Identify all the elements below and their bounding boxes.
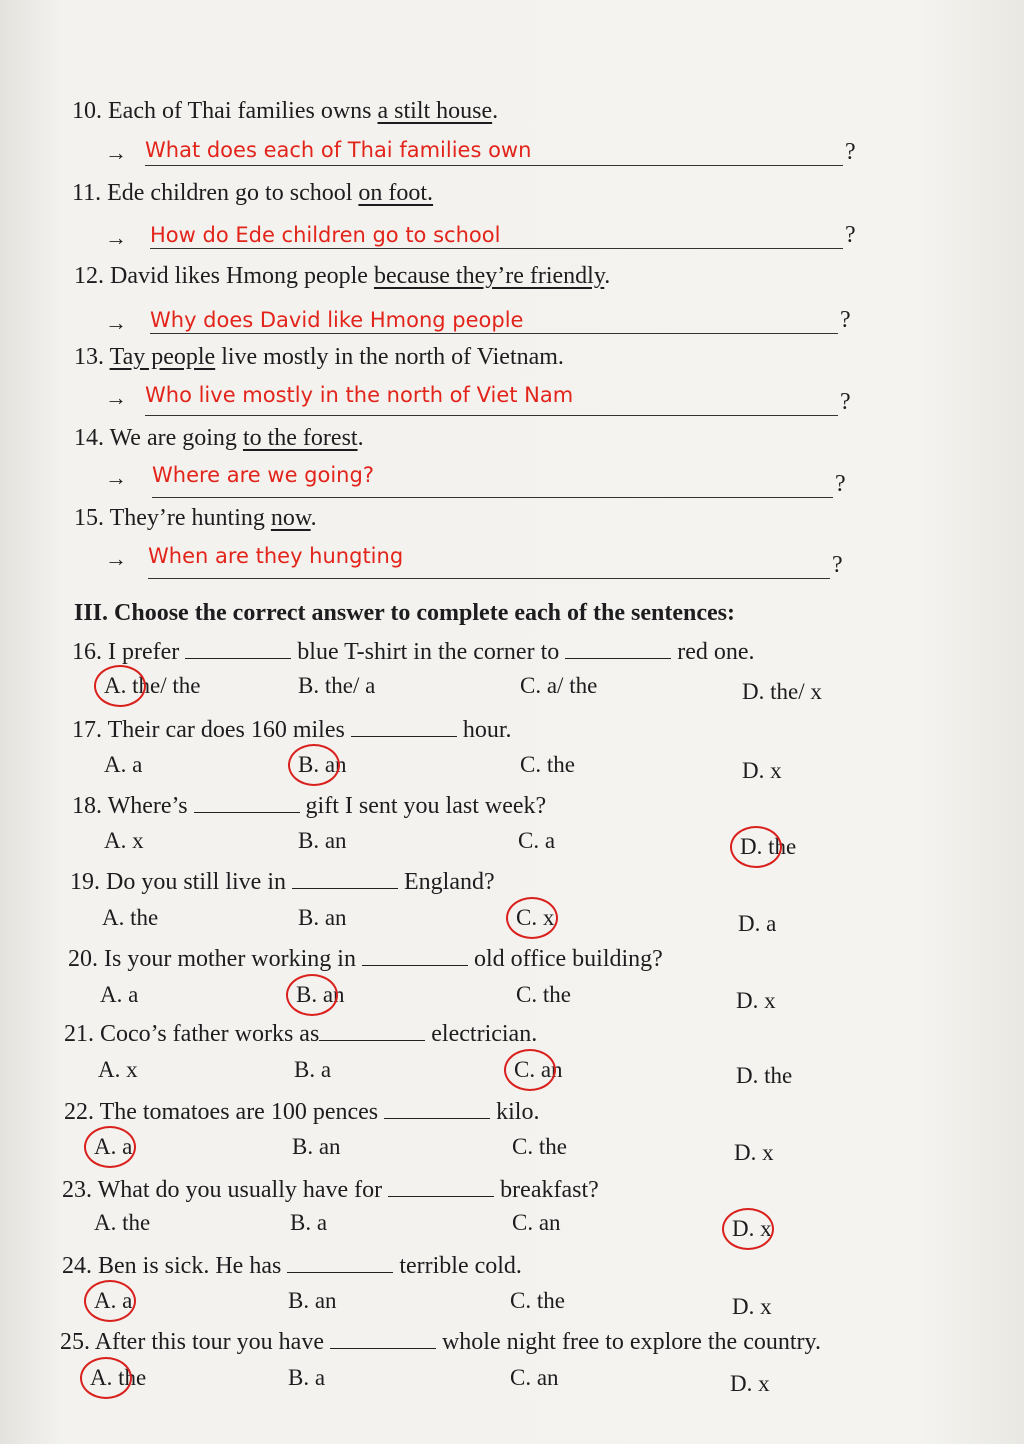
option-d[interactable]: D. x (732, 1294, 772, 1319)
question-text: kilo. (490, 1099, 540, 1125)
handwritten-answer: When are they hungting (148, 544, 404, 568)
option-c[interactable]: C. the (516, 982, 571, 1007)
answer-circle-mark (84, 1280, 136, 1322)
underlined-phrase: because they’re friendly (373, 263, 605, 289)
option-b[interactable]: B. an (292, 1134, 341, 1159)
question-text: The tomatoes are 100 pences (99, 1099, 385, 1125)
mcq-question-24 (62, 1250, 522, 1280)
answer-line (145, 415, 838, 416)
question-number: 23. (62, 1177, 92, 1203)
arrow-icon: → (105, 465, 127, 490)
question-mark: ? (832, 552, 843, 578)
question-number: 15. (74, 505, 104, 531)
handwritten-answer: Who live mostly in the north of Viet Nam (145, 383, 574, 407)
option-c[interactable]: C. an (512, 1210, 561, 1235)
question-mark: ? (840, 389, 851, 415)
answer-line (150, 248, 843, 249)
option-a[interactable]: A. a (94, 1288, 133, 1313)
question-mark: ? (840, 307, 851, 333)
answer-blank[interactable] (330, 1326, 436, 1349)
answer-line (145, 165, 843, 166)
mcq-question-21 (64, 1018, 537, 1048)
answer-line (152, 497, 833, 498)
option-a[interactable]: A. the (90, 1365, 147, 1390)
mcq-question-20 (68, 943, 663, 973)
question-number: 10. (72, 98, 102, 124)
answer-blank[interactable] (287, 1250, 393, 1273)
option-d[interactable]: D. a (738, 911, 777, 936)
question-text: What do you usually have for (97, 1177, 389, 1203)
arrow-icon: → (105, 310, 127, 335)
option-c[interactable]: C. the (512, 1134, 567, 1159)
question-text-end: . (492, 98, 499, 124)
question-text: Is your mother working in (104, 946, 362, 972)
mcq-question-18 (72, 790, 546, 820)
question-number: 18. (72, 793, 102, 819)
question-text: terrible cold. (393, 1253, 522, 1279)
option-a[interactable]: A. a (104, 752, 143, 777)
option-b[interactable]: B. an (298, 752, 347, 777)
question-text: They’re hunting (109, 505, 271, 531)
answer-circle-mark (730, 826, 782, 868)
underlined-phrase: Tay people (109, 344, 216, 370)
question-number: 16. (72, 639, 102, 665)
question-12 (74, 263, 610, 290)
question-text: breakfast? (494, 1177, 599, 1203)
option-b[interactable]: B. a (294, 1057, 332, 1082)
question-14 (74, 425, 364, 452)
option-b[interactable]: B. an (298, 905, 347, 930)
answer-circle-mark (80, 1357, 132, 1399)
question-number: 13. (74, 344, 104, 370)
answer-blank[interactable] (362, 943, 468, 966)
answer-blank[interactable] (565, 636, 671, 659)
answer-blank[interactable] (292, 866, 398, 889)
bleed-through-texture (600, 80, 1000, 1380)
answer-blank[interactable] (384, 1096, 490, 1119)
question-text: hour. (456, 717, 512, 743)
answer-blank[interactable] (185, 636, 291, 659)
arrow-icon: → (105, 385, 127, 410)
underlined-phrase: to the forest (242, 425, 358, 451)
question-number: 24. (62, 1253, 92, 1279)
question-text: gift I sent you last week? (299, 793, 547, 819)
option-a[interactable]: A. the (102, 905, 159, 930)
option-c[interactable]: C. an (514, 1057, 563, 1082)
arrow-icon: → (105, 140, 127, 165)
question-number: 11. (72, 180, 102, 206)
question-text: Each of Thai families owns (108, 98, 378, 124)
question-text: old office building? (467, 946, 663, 972)
question-text: David likes Hmong people (110, 263, 374, 289)
question-text: Ben is sick. He has (98, 1253, 288, 1279)
mcq-question-19 (70, 866, 495, 896)
question-text: Do you still live in (106, 869, 292, 895)
option-c[interactable]: C. the (520, 752, 575, 777)
question-text: After this tour you have (94, 1329, 330, 1355)
question-mark: ? (835, 471, 846, 497)
option-c[interactable]: C. a/ the (520, 673, 598, 698)
question-number: 12. (74, 263, 104, 289)
option-d[interactable]: D. x (736, 988, 776, 1013)
option-d[interactable]: D. x (730, 1371, 770, 1396)
answer-line (150, 333, 838, 334)
underlined-phrase: on foot. (358, 180, 434, 206)
handwritten-answer: What does each of Thai families own (145, 138, 532, 162)
question-13 (74, 344, 564, 371)
question-text: I prefer (108, 639, 186, 665)
answer-circle-mark (286, 974, 338, 1016)
option-b[interactable]: B. the/ a (298, 673, 376, 698)
question-10 (72, 98, 498, 125)
answer-blank[interactable] (194, 790, 300, 813)
answer-blank[interactable] (388, 1174, 494, 1197)
answer-blank[interactable] (319, 1018, 425, 1041)
underlined-phrase: now (270, 505, 311, 531)
option-b[interactable]: B. an (298, 828, 347, 853)
answer-circle-mark (722, 1208, 774, 1250)
mcq-question-17 (72, 714, 512, 744)
question-text: blue T-shirt in the corner to (291, 639, 566, 665)
option-d[interactable]: D. the (740, 834, 797, 859)
option-a[interactable]: A. a (100, 982, 139, 1007)
answer-line (148, 578, 830, 579)
option-c[interactable]: C. an (510, 1365, 559, 1390)
answer-circle-mark (84, 1126, 136, 1168)
question-text: Their car does 160 miles (107, 717, 351, 743)
question-number: 17. (72, 717, 102, 743)
option-c[interactable]: C. the (510, 1288, 565, 1313)
arrow-icon: → (105, 225, 127, 250)
mcq-question-22 (64, 1096, 539, 1126)
question-number: 14. (74, 425, 104, 451)
handwritten-answer: How do Ede children go to school (150, 223, 501, 247)
question-text: whole night free to explore the country. (435, 1329, 821, 1355)
question-text: We are going (109, 425, 243, 451)
question-mark: ? (845, 139, 856, 165)
answer-circle-mark (506, 897, 558, 939)
option-d[interactable]: D. the/ x (742, 679, 822, 704)
question-text: Coco’s father works as (100, 1021, 320, 1047)
question-text-end: live mostly in the north of Vietnam. (215, 344, 564, 370)
option-d[interactable]: D. x (732, 1216, 772, 1241)
option-a[interactable]: A. the (94, 1210, 151, 1235)
arrow-icon: → (105, 546, 127, 571)
question-15 (74, 505, 317, 532)
option-a[interactable]: A. a (94, 1134, 133, 1159)
option-c[interactable]: C. x (516, 905, 555, 930)
option-d[interactable]: D. the (736, 1063, 793, 1088)
mcq-question-23 (62, 1174, 599, 1204)
handwritten-answer: Why does David like Hmong people (150, 308, 524, 332)
question-text-end: . (357, 425, 364, 451)
question-text: Ede children go to school (107, 180, 359, 206)
option-b[interactable]: B. a (288, 1365, 326, 1390)
answer-blank[interactable] (351, 714, 457, 737)
mcq-question-16 (72, 636, 755, 666)
option-c[interactable]: C. a (518, 828, 556, 853)
underlined-phrase: a stilt house (377, 98, 493, 124)
option-b[interactable]: B. an (288, 1288, 337, 1313)
question-text-end: . (604, 263, 611, 289)
question-text: electrician. (425, 1021, 538, 1047)
question-number: 25. (60, 1329, 90, 1355)
handwritten-answer: Where are we going? (152, 463, 374, 487)
option-a[interactable]: A. x (104, 828, 144, 853)
option-d[interactable]: D. x (734, 1140, 774, 1165)
option-a[interactable]: A. the/ the (104, 673, 201, 698)
question-number: 19. (70, 869, 100, 895)
question-text: England? (398, 869, 495, 895)
question-number: 22. (64, 1099, 94, 1125)
question-mark: ? (845, 222, 856, 248)
question-text: red one. (671, 639, 755, 665)
question-text: Where’s (107, 793, 194, 819)
mcq-question-25 (60, 1326, 821, 1356)
option-a[interactable]: A. x (98, 1057, 138, 1082)
answer-circle-mark (504, 1049, 556, 1091)
section-heading: III. Choose the correct answer to complete each of the sentences: (74, 600, 735, 626)
question-11 (72, 180, 433, 207)
option-b[interactable]: B. an (296, 982, 345, 1007)
question-number: 21. (64, 1021, 94, 1047)
option-b[interactable]: B. a (290, 1210, 328, 1235)
question-number: 20. (68, 946, 98, 972)
option-d[interactable]: D. x (742, 758, 782, 783)
answer-circle-mark (288, 744, 340, 786)
question-text-end: . (310, 505, 317, 531)
answer-circle-mark (94, 665, 146, 707)
